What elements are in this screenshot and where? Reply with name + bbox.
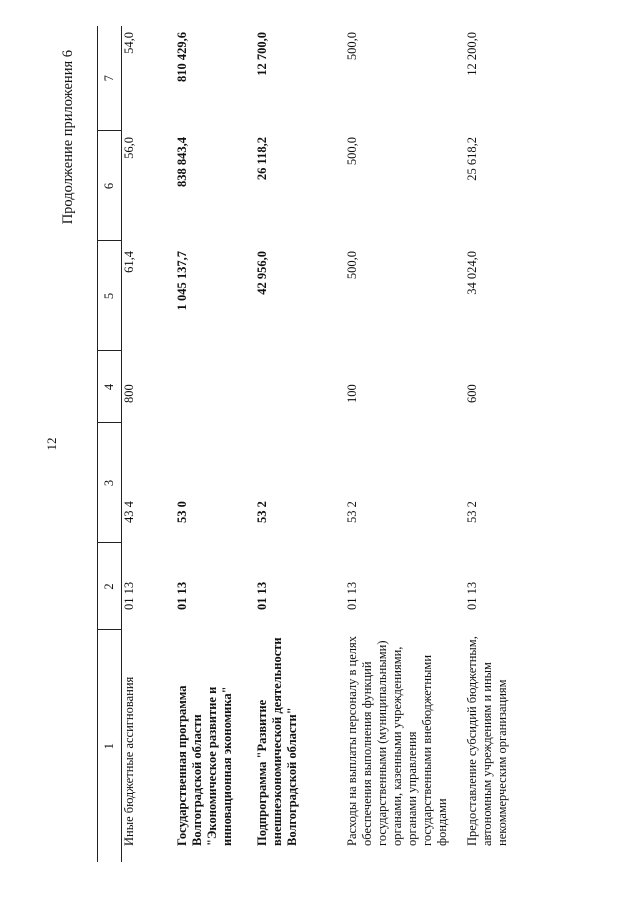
header-col-1: 1 bbox=[98, 630, 122, 862]
row-value-col7: 12 200,0 bbox=[465, 32, 479, 76]
table-header bbox=[98, 26, 122, 862]
row-target-code: 53 2 bbox=[465, 501, 479, 523]
row-value-col6: 25 618,2 bbox=[465, 137, 479, 181]
row-value-col5: 500,0 bbox=[345, 251, 359, 280]
row-expense-kind: 800 bbox=[122, 384, 136, 403]
row-section-code: 01 13 bbox=[175, 581, 189, 610]
row-section-code: 01 13 bbox=[345, 581, 359, 610]
row-name: Подпрограмма "Развитие внешнеэкономической деятельности Волгоградской области" bbox=[255, 637, 299, 846]
row-expense-kind: 100 bbox=[345, 384, 359, 403]
budget-table bbox=[97, 26, 541, 862]
row-expense-kind bbox=[175, 351, 255, 423]
header-col-6: 6 bbox=[98, 131, 122, 241]
row-value-col5: 1 045 137,7 bbox=[175, 251, 189, 311]
row-value-col7: 500,0 bbox=[345, 32, 359, 61]
row-name: Расходы на выплаты персоналу в целях обеспечения выполнения функций государственными (муниципальными) органами, казенными учреждениями, органами управления государственными внебюджетными фондами bbox=[345, 636, 449, 846]
row-name: Государственная программа Волгоградской области "Экономическое развитие и инновационная экономика" bbox=[175, 685, 234, 846]
table-row bbox=[255, 26, 345, 862]
header-col-5: 5 bbox=[98, 241, 122, 351]
row-target-code: 53 2 bbox=[255, 501, 269, 523]
table-row bbox=[465, 26, 541, 862]
row-target-code: 53 2 bbox=[345, 501, 359, 523]
row-target-code: 53 0 bbox=[175, 501, 189, 523]
row-expense-kind bbox=[255, 351, 345, 423]
row-value-col5: 34 024,0 bbox=[465, 251, 479, 295]
row-value-col7: 54,0 bbox=[122, 32, 136, 54]
row-name: Предоставление субсидий бюджетным, автономным учреждениям и иным некоммерческим организациям bbox=[465, 636, 509, 846]
row-value-col7: 810 429,6 bbox=[175, 32, 189, 82]
row-value-col5: 42 956,0 bbox=[255, 251, 269, 295]
row-value-col6: 56,0 bbox=[122, 137, 136, 159]
row-expense-kind: 600 bbox=[465, 384, 479, 403]
row-value-col6: 500,0 bbox=[345, 137, 359, 166]
table-row bbox=[122, 26, 176, 862]
row-value-col5: 61,4 bbox=[122, 251, 136, 273]
header-row bbox=[98, 26, 122, 862]
row-value-col7: 12 700,0 bbox=[255, 32, 269, 76]
page-number: 12 bbox=[44, 437, 59, 451]
header-col-7: 7 bbox=[98, 26, 122, 131]
continuation-label: Продолжение приложения 6 bbox=[60, 50, 76, 225]
row-target-code: 43 4 bbox=[122, 501, 136, 523]
row-name: Иные бюджетные ассигнования bbox=[122, 676, 136, 846]
rotated-page-content bbox=[60, 26, 567, 862]
table-body bbox=[122, 26, 542, 862]
row-value-col6: 26 118,2 bbox=[255, 137, 269, 181]
row-section-code: 01 13 bbox=[122, 581, 136, 610]
row-section-code: 01 13 bbox=[255, 581, 269, 610]
row-value-col6: 838 843,4 bbox=[175, 137, 189, 187]
header-col-3: 3 bbox=[98, 423, 122, 543]
header-col-2: 2 bbox=[98, 543, 122, 630]
table-row bbox=[345, 26, 465, 862]
row-section-code: 01 13 bbox=[465, 581, 479, 610]
table-row bbox=[175, 26, 255, 862]
header-col-4: 4 bbox=[98, 351, 122, 423]
